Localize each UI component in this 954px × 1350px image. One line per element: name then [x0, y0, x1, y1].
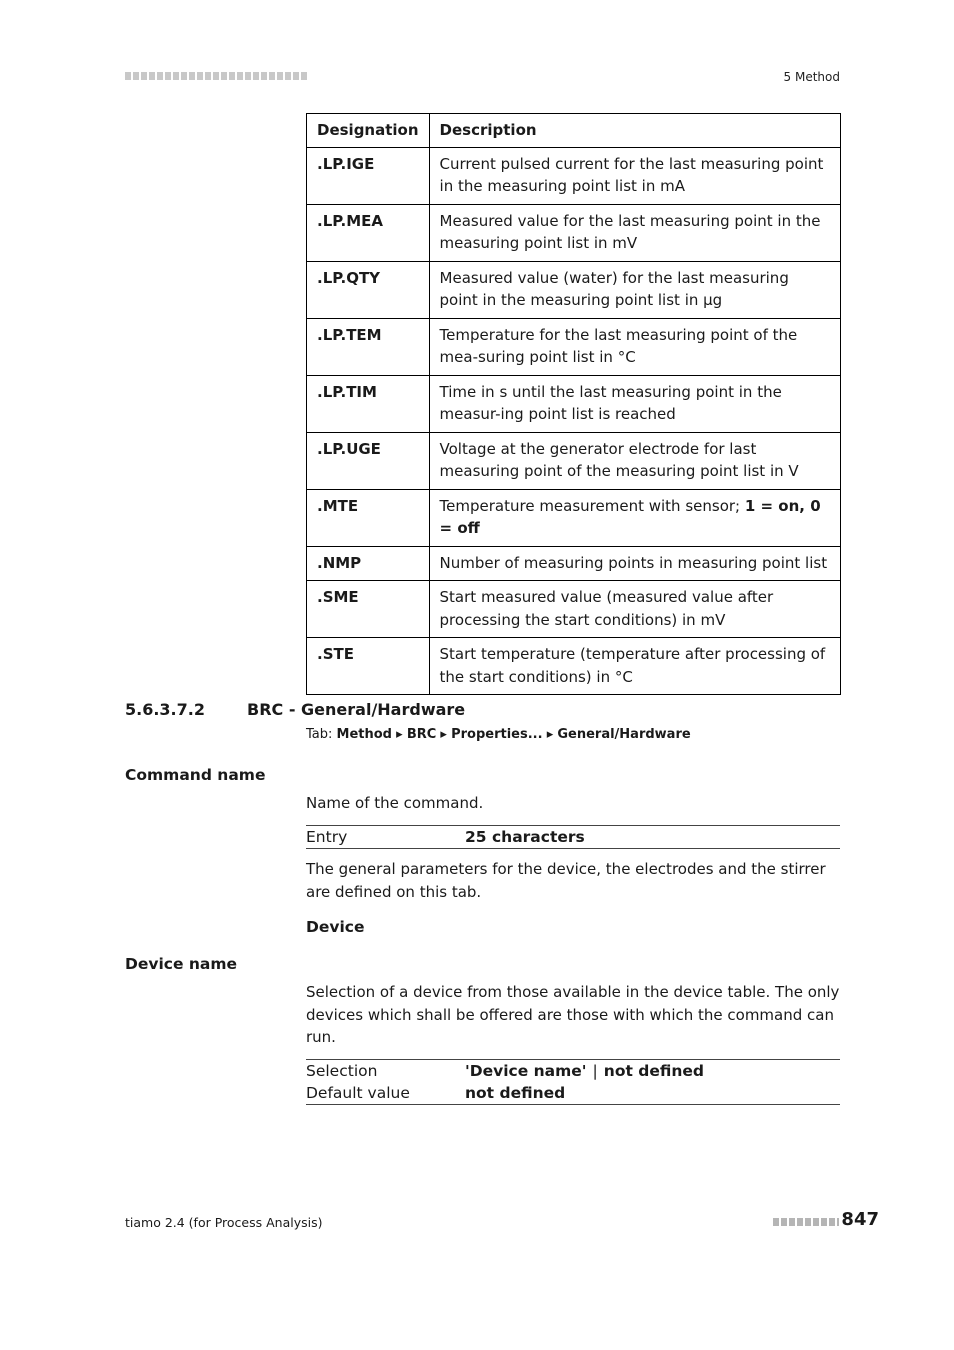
entry-value: 25 characters — [465, 828, 585, 846]
device-name-values-table — [306, 1059, 840, 1105]
table-row — [307, 581, 841, 638]
selection-option: not defined — [603, 1062, 705, 1080]
selection-option: 'Device name' — [465, 1062, 587, 1080]
default-key: Default value — [306, 1084, 410, 1102]
variables-table — [306, 113, 841, 695]
table-header-row — [307, 114, 841, 148]
footer-decoration — [773, 1218, 839, 1226]
tab-path — [306, 727, 691, 742]
designation-cell: .MTE — [307, 489, 430, 546]
table-row — [307, 638, 841, 695]
designation-cell: .LP.IGE — [307, 147, 430, 204]
page-number: 847 — [841, 1209, 879, 1230]
tab-path-prefix: Tab: — [306, 727, 337, 742]
section-heading — [125, 700, 465, 719]
designation-cell: .SME — [307, 581, 430, 638]
selection-row — [306, 1060, 840, 1082]
tab-path-arrow: ▸ — [396, 727, 403, 742]
footer-product: tiamo 2.4 (for Process Analysis) — [125, 1215, 323, 1230]
description-cell — [429, 489, 840, 546]
description-cell: Number of measuring points in measuring point list — [429, 546, 840, 581]
designation-cell: .NMP — [307, 546, 430, 581]
command-name-label: Command name — [125, 766, 266, 784]
table-row — [307, 432, 841, 489]
entry-key: Entry — [306, 828, 348, 846]
designation-cell: .STE — [307, 638, 430, 695]
table-row — [307, 261, 841, 318]
selection-key: Selection — [306, 1062, 378, 1080]
selection-value — [465, 1060, 704, 1082]
designation-cell: .LP.TIM — [307, 375, 430, 432]
table-row — [307, 147, 841, 204]
device-heading: Device — [306, 918, 365, 936]
section-number: 5.6.3.7.2 — [125, 700, 205, 719]
selection-separator: | — [592, 1062, 598, 1080]
table-row — [307, 204, 841, 261]
table-row — [307, 489, 841, 546]
description-cell: Time in s until the last measuring point in the measur-ing point list is reached — [429, 375, 840, 432]
description-cell: Temperature for the last measuring point of the mea-suring point list in °C — [429, 318, 840, 375]
default-value: not defined — [465, 1084, 566, 1102]
description-cell: Current pulsed current for the last measuring point in the measuring point list in mA — [429, 147, 840, 204]
column-header-description: Description — [429, 114, 840, 148]
table-row — [307, 375, 841, 432]
description-cell: Start measured value (measured value after processing the start conditions) in mV — [429, 581, 840, 638]
tab-path-arrow: ▸ — [546, 727, 554, 742]
tab-path-part: Method — [336, 727, 392, 742]
column-header-designation: Designation — [307, 114, 430, 148]
table-row — [307, 318, 841, 375]
command-name-text: Name of the command. — [306, 794, 484, 812]
command-name-entry-table — [306, 825, 840, 849]
general-parameters-note: The general parameters for the device, the electrodes and the stirrer are defined on this tab. — [306, 860, 826, 901]
description-values: 1 = on, 0 = off — [439, 496, 821, 537]
description-cell: Start temperature (temperature after processing of the start conditions) in °C — [429, 638, 840, 695]
description-cell: Measured value (water) for the last measuring point in the measuring point list in µg — [429, 261, 840, 318]
designation-cell: .LP.UGE — [307, 432, 430, 489]
tab-path-part: BRC — [406, 727, 437, 742]
chapter-title: 5 Method — [783, 70, 840, 84]
designation-cell: .LP.QTY — [307, 261, 430, 318]
section-title: BRC - General/Hardware — [247, 700, 466, 719]
device-name-label: Device name — [125, 955, 238, 973]
tab-path-part: General/Hardware — [557, 727, 691, 742]
device-name-text: Selection of a device from those available in the device table. The only devices which shall be offered are those with which the command can run. — [306, 983, 840, 1046]
designation-cell: .LP.TEM — [307, 318, 430, 375]
tab-path-part: Properties... — [451, 727, 543, 742]
designation-cell: .LP.MEA — [307, 204, 430, 261]
description-cell: Measured value for the last measuring point in the measuring point list in mV — [429, 204, 840, 261]
table-row — [307, 546, 841, 581]
description-text: Temperature measurement with sensor; — [439, 496, 745, 515]
default-row — [306, 1082, 840, 1104]
header-decoration — [125, 72, 307, 80]
tab-path-arrow: ▸ — [440, 727, 447, 742]
entry-row — [306, 826, 840, 848]
description-cell: Voltage at the generator electrode for last measuring point of the measuring point list in V — [429, 432, 840, 489]
